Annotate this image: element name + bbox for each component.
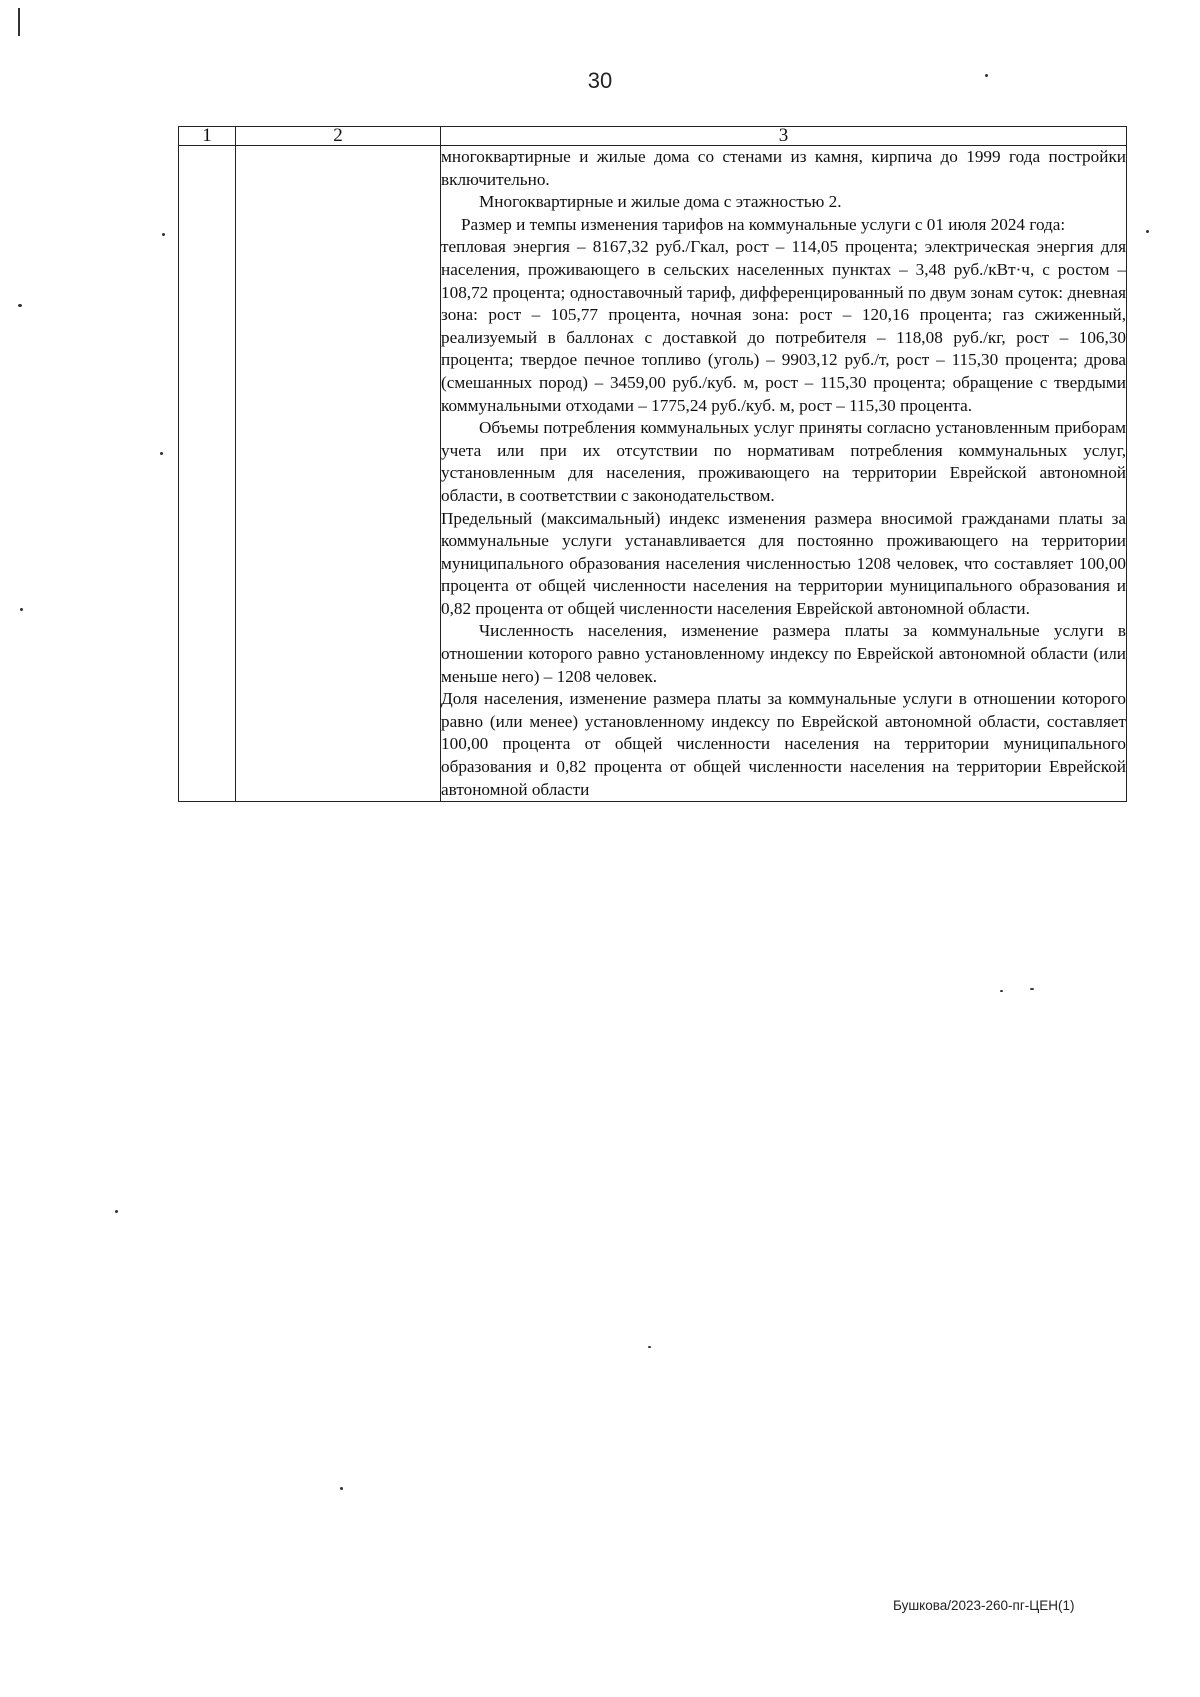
scan-dot: [1030, 988, 1034, 990]
paragraph-population-share: Доля населения, изменение размера платы за коммунальные услуги в отношении которого равно (или менее) установленному индексу по Еврейской автономной области, составляет 100,00 процента от общей численности населения на территории муниципального образования и 0,82 процента от общей численности населения на территории Еврейской автономной области: [441, 689, 1126, 799]
content-table: [178, 126, 1127, 802]
paragraph-population-count: Численность населения, изменение размера платы за коммунальные услуги в отношении которого равно установленному индексу по Еврейской автономной области (или меньше него) – 1208 человек.: [441, 621, 1126, 686]
table-row: [179, 146, 1127, 802]
scan-dot: [340, 1487, 343, 1490]
paragraph-tariff-heading: Размер и темпы изменения тарифов на коммунальные услуги с 01 июля 2024 года:: [461, 214, 1066, 234]
page-number: 30: [587, 68, 613, 93]
scan-dot: [1146, 230, 1149, 233]
scan-dot: [162, 233, 165, 236]
scan-dot: [18, 304, 22, 307]
paragraph-tariff-values: тепловая энергия – 8167,32 руб./Гкал, рост – 114,05 процента; электрическая энергия для населения, проживающего в сельских населенных пунктах – 3,48 руб./кВт·ч, с ростом – 108,72 процента; одноставочный тариф, дифференцированный по двум зонам суток: дневная зона: рост – 105,77 процента, ночная зона: рост – 120,16 процента; газ сжиженный, реализуемый в баллонах с доставкой до потребителя – 118,08 руб./кг, рост – 106,30 процента; твердое печное топливо (уголь) – 9903,12 руб./т, рост – 115,30 процента; дрова (смешанных пород) – 3459,00 руб./куб. м, рост – 115,30 процента; обращение с твердыми коммунальными отходами – 1775,24 руб./куб. м, рост – 115,30 процента.: [441, 237, 1126, 415]
paragraph-building-type: многоквартирные и жилые дома со стенами из камня, кирпича до 1999 года постройки включительно.: [441, 147, 1126, 189]
scan-dot: [985, 74, 988, 77]
footer-reference: Бушкова/2023-260-пг-ЦЕН(1): [893, 1598, 1075, 1613]
table-header-row: [179, 127, 1127, 146]
column-header-3: 3: [441, 127, 1127, 146]
paragraph-consumption-volumes: Объемы потребления коммунальных услуг приняты согласно установленным приборам учета или при их отсутствии по нормативам потребления коммунальных услуг, установленным для населения, проживающего на территории Еврейской автономной области, в соответствии с законодательством.: [441, 418, 1126, 505]
scan-dot: [20, 608, 23, 611]
table-cell-col-2: [236, 146, 441, 802]
table-cell-col-3: [441, 146, 1127, 802]
column-header-2: 2: [236, 127, 441, 146]
column-header-1: 1: [179, 127, 236, 146]
scan-dot: [160, 452, 163, 455]
scan-dot: [1000, 990, 1003, 992]
scan-mark: [18, 8, 20, 36]
scan-dot: [115, 1210, 118, 1213]
paragraph-max-index: Предельный (максимальный) индекс изменения размера вносимой гражданами платы за коммунальные услуги устанавливается для постоянно проживающего на территории муниципального образования населения численностью 1208 человек, что составляет 100,00 процента от общей численности населения на территории муниципального образования и 0,82 процента от общей численности населения Еврейской автономной области.: [441, 508, 1126, 618]
table-cell-col-1: [179, 146, 236, 802]
paragraph-floors: Многоквартирные и жилые дома с этажностью 2.: [479, 192, 842, 212]
scan-dot: [648, 1346, 651, 1348]
